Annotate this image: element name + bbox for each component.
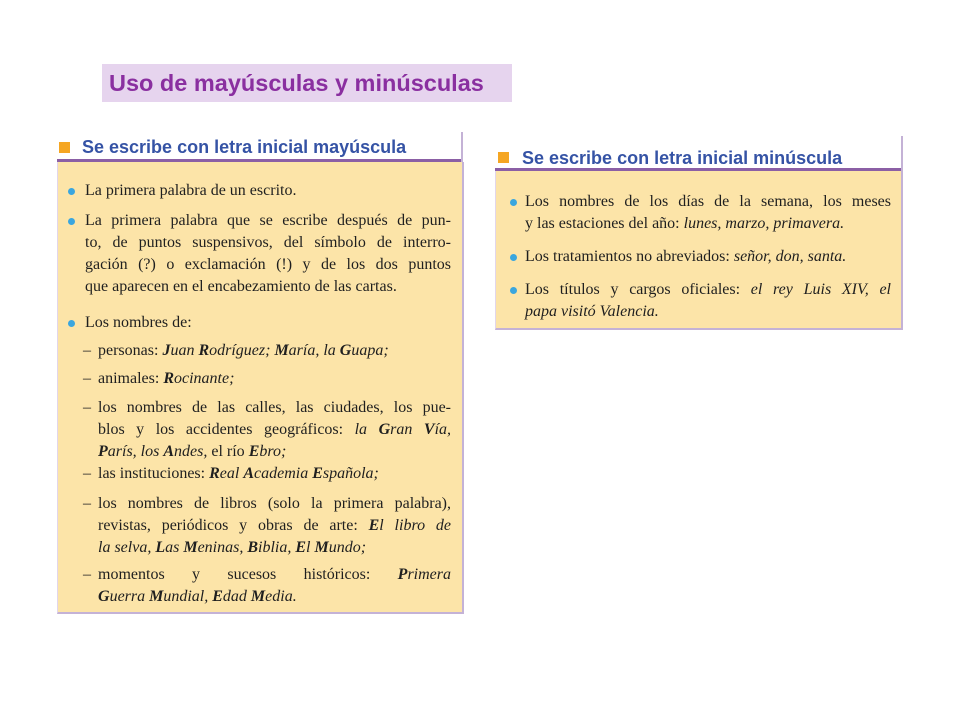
dash-marker: – — [83, 566, 91, 583]
bullet-icon — [510, 287, 517, 294]
text-line: París, los Andes, el río Ebro; — [98, 443, 287, 460]
bullet-icon — [510, 254, 517, 261]
text-line: Los tratamientos no abreviados: señor, don, santa. — [525, 248, 847, 265]
text-line: La primera palabra de un escrito. — [85, 182, 297, 199]
item-text — [98, 564, 451, 608]
item-text — [85, 210, 451, 298]
uppercase-rules-panel — [57, 162, 464, 614]
item-text — [525, 246, 891, 268]
item-text — [98, 368, 451, 390]
dash-marker: – — [83, 465, 91, 482]
uppercase-section-header — [57, 132, 463, 162]
text-line: que aparecen en el encabezamiento de las cartas. — [85, 278, 397, 295]
lowercase-rules-panel — [495, 171, 903, 330]
bullet-icon — [68, 188, 75, 195]
text-line: revistas, periódicos y obras de arte: El libro de — [98, 517, 452, 534]
text-line: y las estaciones del año: lunes, marzo, primavera. — [525, 215, 845, 232]
text-line: Los nombres de: — [85, 314, 192, 331]
bullet-icon — [510, 199, 517, 206]
lowercase-section-header — [495, 136, 903, 171]
uppercase-section-heading: Se escribe con letra inicial mayúscula — [82, 137, 407, 157]
text-line: personas: Juan Rodríguez; María, la Guapa; — [98, 342, 389, 359]
text-line: gación (?) o exclamación (!) y de los dos puntos — [85, 256, 451, 273]
bullet-icon — [68, 320, 75, 327]
orange-square-icon — [498, 152, 509, 163]
item-text — [98, 463, 451, 485]
text-line: las instituciones: Real Academia Española; — [98, 465, 379, 482]
item-text — [85, 312, 451, 334]
item-text — [98, 340, 451, 362]
item-text — [98, 493, 451, 559]
text-line: Guerra Mundial, Edad Media. — [98, 588, 297, 605]
text-line: Los títulos y cargos oficiales: el rey Luis XIV, el — [525, 281, 891, 298]
dash-marker: – — [83, 495, 91, 512]
text-line: papa visitó Valencia. — [525, 303, 659, 320]
text-line: Los nombres de los días de la semana, los meses — [525, 193, 891, 210]
text-line: La primera palabra que se escribe después de pun- — [85, 212, 451, 229]
item-text — [525, 191, 891, 235]
text-line: los nombres de las calles, las ciudades, los pue- — [98, 399, 451, 416]
dash-marker: – — [83, 370, 91, 387]
header-divider — [901, 136, 903, 171]
item-text — [85, 180, 451, 202]
text-line: blos y los accidentes geográficos: la Gran Vía, — [98, 421, 452, 438]
bullet-icon — [68, 218, 75, 225]
orange-square-icon — [59, 142, 70, 153]
item-text — [98, 397, 451, 463]
item-text — [525, 279, 891, 323]
lowercase-section-heading: Se escribe con letra inicial minúscula — [522, 148, 843, 168]
text-line: animales: Rocinante; — [98, 370, 235, 387]
text-line: to, de puntos suspensivos, del símbolo de interro- — [85, 234, 451, 251]
text-line: la selva, Las Meninas, Biblia, El Mundo; — [98, 539, 367, 556]
dash-marker: – — [83, 342, 91, 359]
header-divider — [461, 132, 463, 162]
dash-marker: – — [83, 399, 91, 416]
page-title: Uso de mayúsculas y minúsculas — [102, 64, 512, 102]
text-line: momentos y sucesos históricos: Primera — [98, 566, 451, 583]
text-line: los nombres de libros (solo la primera palabra), — [98, 495, 451, 512]
